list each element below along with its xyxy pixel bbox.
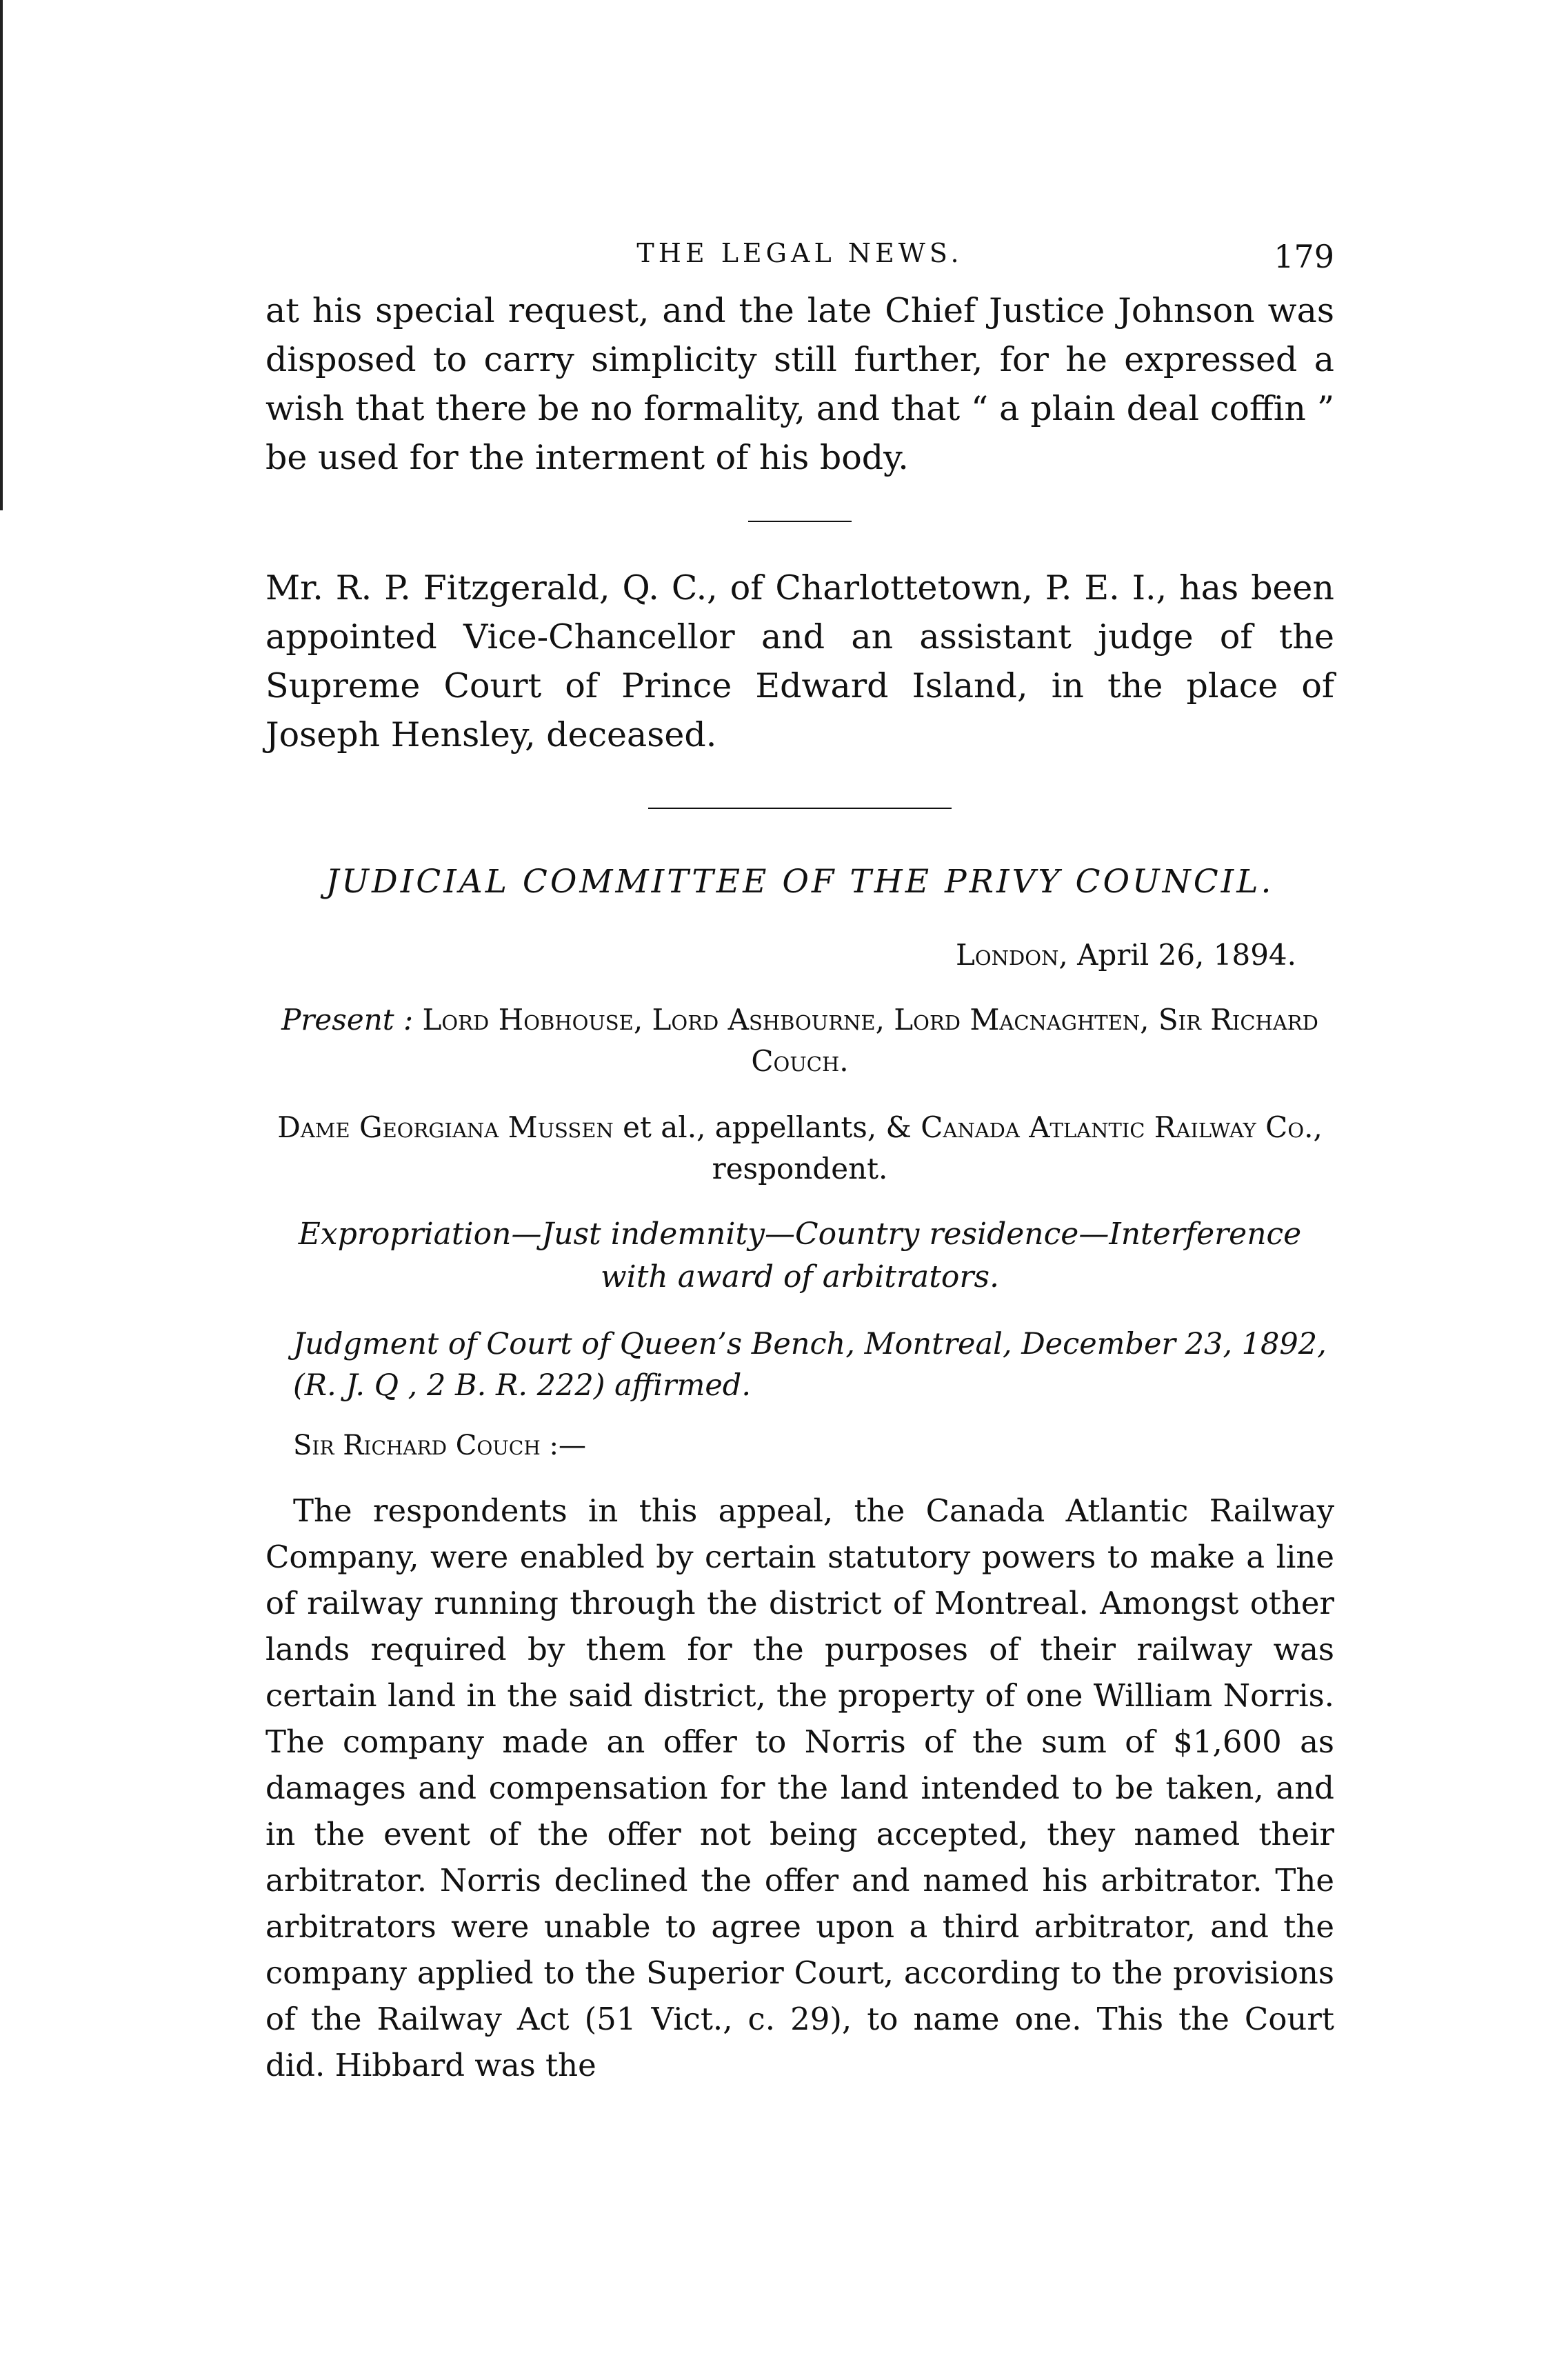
respondent-suffix: respondent. bbox=[712, 1152, 888, 1186]
paragraph-appointment: Mr. R. P. Fitzgerald, Q. C., of Charlottetown, P. E. I., has been appointed Vice-Chancellor and an assistant judge of the Supreme Court of Prince Edward Island, in the place of Joseph Hensley, deceased. bbox=[265, 568, 1334, 754]
present-label: Present : bbox=[281, 1003, 414, 1037]
judgment-note: Judgment of Court of Queen’s Bench, Montreal, December 23, 1892, (R. J. Q , 2 B. R. 222) affirmed. bbox=[293, 1327, 1327, 1403]
section-divider bbox=[648, 808, 952, 809]
case-parties bbox=[265, 1107, 1334, 1190]
respondent-name: Canada Atlantic Railway Co., bbox=[921, 1110, 1323, 1144]
judgment-body: The respondents in this appeal, the Canada Atlantic Railway Company, were enabled by certain statutory powers to make a line of railway running through the district of Montreal. Amongst other lands required by them for the purposes of their railway was certain land in the said district, the property of one William Norris. The company made an offer to Norris of the sum of $1,600 as damages and compensation for the land intended to be taken, and in the event of the offer not being accepted, they named their arbitrator. Norris declined the offer and named his arbitrator. The arbitrators were unable to agree upon a third arbitrator, and the company applied to the Superior Court, according to the provisions of the Railway Act (51 Vict., c. 29), to name one. This the Court did. Hibbard was the bbox=[265, 1492, 1334, 2083]
paragraph-funeral: at his special request, and the late Chief Justice Johnson was disposed to carry simplicity still further, for he expressed a wish that there be no formality, and that “ a plain deal coffin ” be used for the interment of his body. bbox=[265, 291, 1334, 477]
judge-name: Sir Richard Couch :— bbox=[293, 1430, 586, 1461]
appellant-name: Dame Georgiana Mussen bbox=[277, 1110, 614, 1144]
appellant-suffix: et al., appellants, & bbox=[623, 1110, 912, 1144]
running-title: THE LEGAL NEWS. bbox=[636, 238, 963, 268]
section-title: JUDICIAL COMMITTEE OF THE PRIVY COUNCIL. bbox=[325, 863, 1274, 901]
dateline-place: London, bbox=[955, 938, 1068, 972]
page-number: 179 bbox=[1274, 238, 1334, 275]
dateline-date: April 26, 1894. bbox=[1077, 938, 1296, 972]
present-judge-names: Lord Hobhouse, Lord Ashbourne, Lord Macnaghten, Sir Richard Couch. bbox=[422, 1003, 1318, 1078]
page bbox=[265, 238, 1334, 2088]
scan-edge bbox=[0, 0, 3, 510]
headnote: Expropriation—Just indemnity—Country residence—Interference with award of arbitrators. bbox=[298, 1217, 1302, 1294]
present-judges bbox=[265, 999, 1334, 1082]
running-head bbox=[265, 238, 1334, 286]
section-divider bbox=[748, 521, 852, 522]
dateline bbox=[265, 938, 1296, 972]
